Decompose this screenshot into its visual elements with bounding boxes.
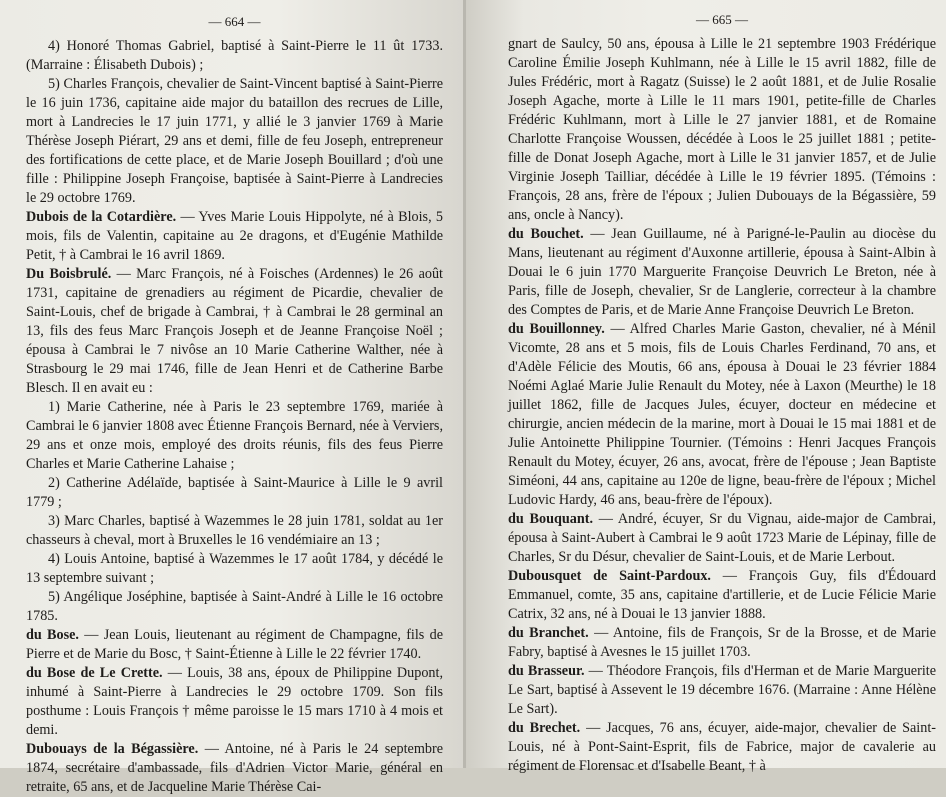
- entry-paragraph: du Bose de Le Crette. — Louis, 38 ans, époux de Philippine Dupont, inhumé à Saint-Pierre à Landrecies le 29 octobre 1709. Son fils posthume : Louis François † même paroisse le 15 mars 1710 à 4 mois et demi.: [26, 665, 444, 738]
- right-page: [466, 0, 946, 774]
- page-number-right: — 665 —: [696, 12, 748, 27]
- entry-paragraph: du Bouquant. — André, écuyer, Sr du Vignau, aide-major de Cambrai, épousa à Saint-Aubert à Cambrai le 9 août 1723 Marie de Lépinay, fille de Charles, Sr du Désur, chevalier de Saint-Louis, et de Marie Lerbout.: [508, 511, 936, 565]
- entry-paragraph: Dubouays de la Bégassière. — Antoine, né à Paris le 24 septembre 1874, secrétaire d'ambassade, fils d'Adrien Victor Marie, général en retraite, 65 ans, et de Jacqueline Marie Thérèse Cai-: [26, 741, 443, 795]
- paragraph: 4) Louis Antoine, baptisé à Wazemmes le 17 août 1784, y décédé le 13 septembre suivant ;: [26, 551, 443, 586]
- entry-paragraph: Dubois de la Cotardière. — Yves Marie Louis Hippolyte, né à Blois, 5 mois, fils de Valentin, capitaine au 2e dragons, et d'Eugénie Mathilde Petit, † à Cambrai le 16 avril 1869.: [26, 209, 444, 263]
- paragraph: 5) Angélique Joséphine, baptisée à Saint-André à Lille le 16 octobre 1785.: [26, 589, 443, 624]
- left-page-text: [26, 37, 443, 797]
- left-page: [0, 0, 463, 795]
- paragraph: 2) Catherine Adélaïde, baptisée à Saint-Maurice à Lille le 9 avril 1779 ;: [26, 475, 443, 510]
- entry-heading: du Bouquant.: [508, 511, 593, 527]
- entry-heading: du Bouchet.: [508, 226, 584, 242]
- paragraph: gnart de Saulcy, 50 ans, épousa à Lille le 21 septembre 1903 Frédérique Caroline Émilie Joseph Kuhlmann, née à Lille le 15 avril 1882, fille de Jules Frédéric, mort à Ragatz (Suisse) le 2 août 1881, et de Julie Rosalie Joseph Agache, morte à Lille le 11 mars 1901, petite-fille de Charles Frédéric Kuhlmann, mort à Lille le 27 janvier 1881, et de Romaine Charlotte Françoise Woussen, décédée à Loos le 25 juillet 1881 ; petite-fille de Donat Joseph Agache, mort à Lille le 31 janvier 1857, et de Julie Virginie Joseph Tailliar, décédée à Lille le 19 février 1895. (Témoins : François, 28 ans, frère de l'époux ; Julien Dubouays de la Bégassière, 59 ans, oncle à Nancy).: [508, 36, 936, 223]
- entry-heading: du Brechet.: [508, 720, 581, 736]
- entry-paragraph: Du Boisbrulé. — Marc François, né à Foisches (Ardennes) le 26 août 1731, capitaine de grenadiers au régiment de Picardie, chevalier de Saint-Louis, chef de brigade à Cambrai, † à Cambrai le 28 germinal an 13, fils des feus Marc François Joseph et de Jeanne Françoise Noël ; épousa à Cambrai le 7 nivôse an 10 Marie Catherine Walther, née à Strasbourg le 29 mai 1746, fille de Jean Henri et de Catherine Barbe Blesch. Il en avait eu :: [26, 266, 443, 396]
- paragraph: 1) Marie Catherine, née à Paris le 23 septembre 1769, mariée à Cambrai le 6 janvier 1808 avec Étienne François Bernard, née à Verviers, 29 ans et onze mois, employé des droits réunis, fils des feus Pierre Charles et Marie Catherine Lahaise ;: [26, 399, 443, 472]
- page-number-left: — 664 —: [208, 14, 261, 29]
- entry-heading: du Bose de Le Crette.: [26, 665, 163, 681]
- paragraph: 3) Marc Charles, baptisé à Wazemmes le 28 juin 1781, soldat au 1er chasseurs à cheval, mort à Bruxelles le 16 vendémiaire an 13 ;: [26, 513, 443, 548]
- entry-heading: du Bouillonney.: [508, 321, 605, 337]
- entry-heading: Dubousquet de Saint-Pardoux.: [508, 568, 711, 584]
- entry-paragraph: du Bouillonney. — Alfred Charles Marie Gaston, chevalier, né à Ménil Vicomte, 28 ans et 5 mois, fils de Louis Charles Ferdinand, 70 ans, et d'Adèle Félicie des Moutis, 66 ans, épousa à Douai le 23 février 1884 Noémi Aglaé Marie Julie Renault du Motey, née à Laxon (Meurthe) le 18 juillet 1862, fille de Jacques Jules, écuyer, docteur en médecine et chirurgie, ancien médecin de la marine, mort à Douai le 15 mai 1881 et de Julie Antoinette Philippine Tournier. (Témoins : Henri Jacques François Renault du Motey, écuyer, 26 ans, avocat, frère de l'épouse ; Jean Baptiste Siméoni, 44 ans, capitaine au 120e de ligne, beau-frère de l'époux ; Michel Ludovic Hardy, 46 ans, beau-frère de l'époux).: [508, 321, 936, 508]
- entry-paragraph: du Bouchet. — Jean Guillaume, né à Parigné-le-Paulin au diocèse du Mans, lieutenant au régiment d'Auxonne artillerie, épousa à Saint-Albin à Douai le 6 juin 1770 Marguerite Françoise Deuvrich Le Breton, née à Paris, fille de Joseph, chevalier, Sr de Langlerie, correcteur à la chambre des Comptes de Paris, et de Marie Anne Françoise Deuvrich Le Breton.: [508, 226, 936, 318]
- entry-paragraph: du Branchet. — Antoine, fils de François, Sr de la Brosse, et de Marie Fabry, baptisé à Avesnes le 15 juillet 1703.: [508, 625, 936, 660]
- entry-heading: du Brasseur.: [508, 663, 585, 679]
- entry-paragraph: du Brechet. — Jacques, 76 ans, écuyer, aide-major, chevalier de Saint-Louis, né à Pont-Saint-Esprit, fils de Fabrice, major de cavalerie au régiment de Florensac et d'Isabelle Beant, † à: [508, 720, 936, 774]
- entry-heading: Du Boisbrulé.: [26, 266, 112, 282]
- entry-paragraph: Dubousquet de Saint-Pardoux. — François Guy, fils d'Édouard Emmanuel, comte, 35 ans, capitaine d'artillerie, et de Lucie Félicie Marie Catrix, 32 ans, né à Douai le 13 janvier 1888.: [508, 568, 936, 622]
- entry-heading: Dubois de la Cotardière.: [26, 209, 177, 225]
- entry-heading: du Branchet.: [508, 625, 589, 641]
- entry-heading: Dubouays de la Bégassière.: [26, 741, 199, 757]
- entry-paragraph: du Bose. — Jean Louis, lieutenant au régiment de Champagne, fils de Pierre et de Marie du Bosc, † Saint-Étienne à Lille le 22 février 1740.: [26, 627, 443, 662]
- entry-paragraph: du Brasseur. — Théodore François, fils d'Herman et de Marie Marguerite Le Sart, baptisé à Assevent le 19 décembre 1676. (Marraine : Anne Hélène Le Sart).: [508, 663, 937, 717]
- paragraph: 4) Honoré Thomas Gabriel, baptisé à Saint-Pierre le 11 ût 1733. (Marraine : Élisabeth Dubois) ;: [26, 38, 443, 73]
- right-page-text: [508, 35, 936, 776]
- entry-heading: du Bose.: [26, 627, 79, 643]
- paragraph: 5) Charles François, chevalier de Saint-Vincent baptisé à Saint-Pierre le 16 juin 1736, capitaine aide major du bataillon des recrues de Lille, mort à Landrecies le 17 juin 1771, y allié le 3 janvier 1769 à Marie Thérèse Joseph Piérart, 29 ans et demi, fille de feu Joseph, entrepreneur des fortifications de cette place, et de Marie Joseph Bouillard ; d'où une fille : Philippine Joseph Françoise, baptisée à Saint-Pierre à Landrecies le 29 octobre 1769.: [26, 76, 443, 206]
